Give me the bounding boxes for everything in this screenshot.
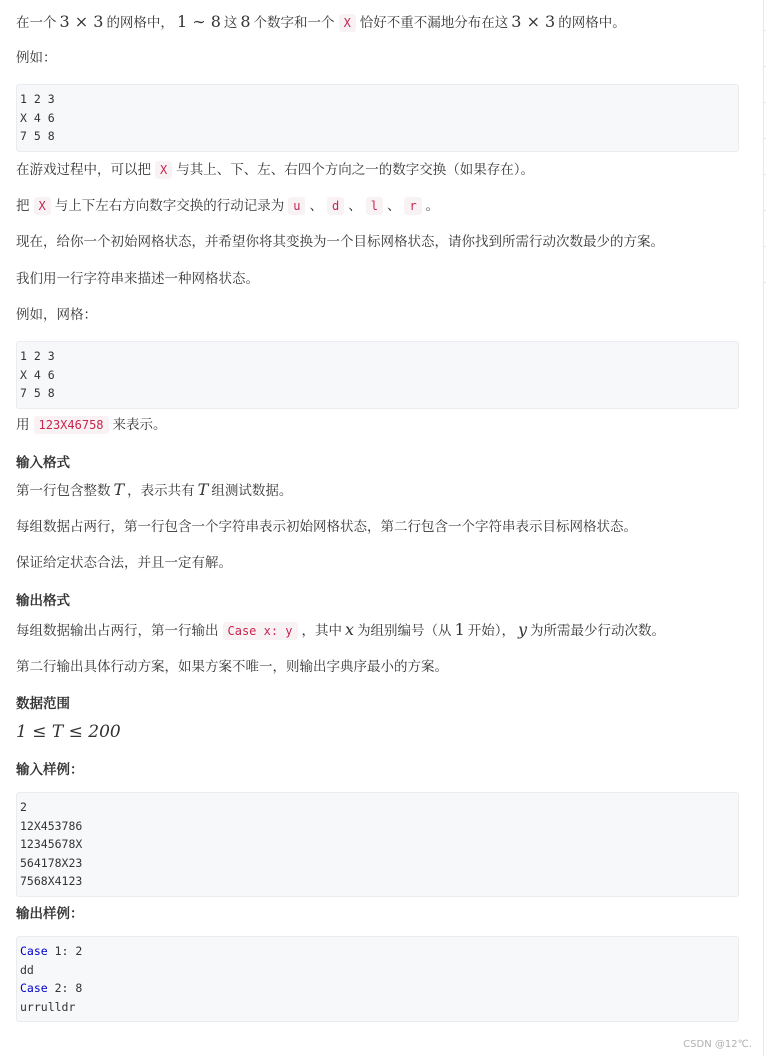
text: 。 — [425, 198, 440, 214]
text: 为组别编号（从 — [357, 623, 452, 639]
text: 来表示。 — [112, 417, 167, 433]
text: 个数字和一个 — [253, 15, 335, 31]
code-text: 1: 2 — [47, 944, 83, 958]
inline-code: X — [34, 197, 51, 215]
inline-code: d — [327, 197, 344, 215]
code-line: 7 5 8 — [20, 386, 55, 400]
code-line: 564178X23 — [20, 855, 83, 870]
code-line: 7 5 8 — [20, 129, 55, 143]
code-block-sample-input — [16, 792, 739, 897]
example-label: 例如： — [16, 50, 57, 66]
text: 与上下左右方向数字交换的行动记录为 — [54, 198, 285, 214]
output-format-line-1 — [16, 620, 665, 641]
inline-code: r — [404, 197, 421, 215]
output-format-line-2: 第二行输出具体行动方案，如果方案不唯一，则输出字典序最小的方案。 — [16, 659, 448, 675]
code-line: 1 2 3 — [20, 349, 55, 363]
text: 在游戏过程中，可以把 — [16, 162, 151, 178]
math-formula: T — [113, 480, 125, 499]
code-text: 2: 8 — [47, 981, 83, 995]
text: ，表示共有 — [127, 483, 195, 499]
code-line: X 4 6 — [20, 110, 55, 125]
inline-code: Case x: y — [223, 622, 298, 640]
input-format-line-1 — [16, 480, 292, 501]
code-text: urrulldr — [20, 999, 76, 1014]
code-block-grid-example-2 — [16, 341, 739, 409]
code-block-sample-output — [16, 936, 739, 1022]
example-label: 例如，网格： — [16, 307, 97, 323]
code-line — [20, 961, 735, 980]
code-line — [20, 942, 735, 961]
output-format-heading: 输出格式 — [16, 593, 70, 609]
text: 组测试数据。 — [211, 483, 293, 499]
inline-code: X — [155, 161, 172, 179]
code-line: 12345678X — [20, 837, 83, 851]
sample-output-heading: 输出样例： — [16, 906, 84, 922]
text: 在一个 — [16, 15, 57, 31]
code-line: 2 — [20, 800, 27, 814]
text: 的网格中。 — [558, 15, 626, 31]
inline-code: X — [339, 14, 356, 32]
math-formula: x — [345, 620, 355, 639]
text: 为所需最少行动次数。 — [530, 623, 666, 639]
text: 、 — [386, 198, 401, 214]
text: 这 — [223, 15, 238, 31]
text: 的网格中， — [106, 15, 174, 31]
code-line — [20, 998, 735, 1017]
code-text: dd — [20, 962, 34, 977]
math-formula: 1 ∼ 8 — [176, 12, 221, 31]
intro-paragraph — [16, 12, 626, 33]
math-formula: 3 × 3 — [511, 12, 556, 31]
code-block-grid-example-1 — [16, 84, 739, 152]
math-formula: 3 × 3 — [59, 12, 104, 31]
text: 每组数据输出占两行，第一行输出 — [16, 623, 219, 639]
code-line — [20, 979, 735, 998]
move-notation-paragraph — [16, 196, 439, 216]
code-line: 7568X4123 — [20, 874, 83, 888]
goal-paragraph: 现在，给你一个初始网格状态，并希望你将其变换为一个目标网格状态，请你找到所需行动次数最少的方案。 — [16, 234, 664, 250]
code-line: 12X453786 — [20, 818, 83, 833]
text: ，其中 — [301, 623, 343, 639]
code-line: X 4 6 — [20, 367, 55, 382]
data-range-formula: 1 ≤ T ≤ 200 — [16, 722, 121, 742]
math-formula: 8 — [240, 12, 251, 31]
text: 把 — [16, 198, 30, 214]
math-formula: y — [518, 620, 528, 639]
inline-code: 123X46758 — [34, 416, 109, 434]
text: 、 — [348, 198, 362, 214]
watermark: CSDN @12℃. — [683, 1039, 752, 1050]
string-representation-paragraph — [16, 415, 167, 435]
state-description-paragraph: 我们用一行字符串来描述一种网格状态。 — [16, 271, 259, 287]
input-format-line-2: 每组数据占两行，第一行包含一个字符串表示初始网格状态，第二行包含一个字符串表示目标网格状态。 — [16, 519, 637, 535]
input-format-heading: 输入格式 — [16, 455, 70, 471]
math-formula: T — [197, 480, 209, 499]
text: 与其上、下、左、右四个方向之一的数字交换（如果存在）。 — [176, 162, 534, 178]
inline-code: l — [366, 197, 383, 215]
text: 、 — [309, 198, 323, 214]
math-formula: 1 — [454, 620, 465, 639]
text: 开始）， — [467, 623, 515, 639]
input-format-line-3: 保证给定状态合法，并且一定有解。 — [16, 555, 232, 571]
text: 用 — [16, 417, 30, 433]
swap-rule-paragraph — [16, 160, 534, 180]
sample-input-heading: 输入样例： — [16, 762, 84, 778]
inline-code: u — [288, 197, 305, 215]
data-range-heading: 数据范围 — [16, 696, 70, 712]
text: 恰好不重不漏地分布在这 — [359, 15, 509, 31]
code-line: 1 2 3 — [20, 92, 55, 106]
text: 第一行包含整数 — [16, 483, 111, 499]
code-keyword: Case — [20, 981, 48, 995]
code-keyword: Case — [20, 944, 48, 958]
